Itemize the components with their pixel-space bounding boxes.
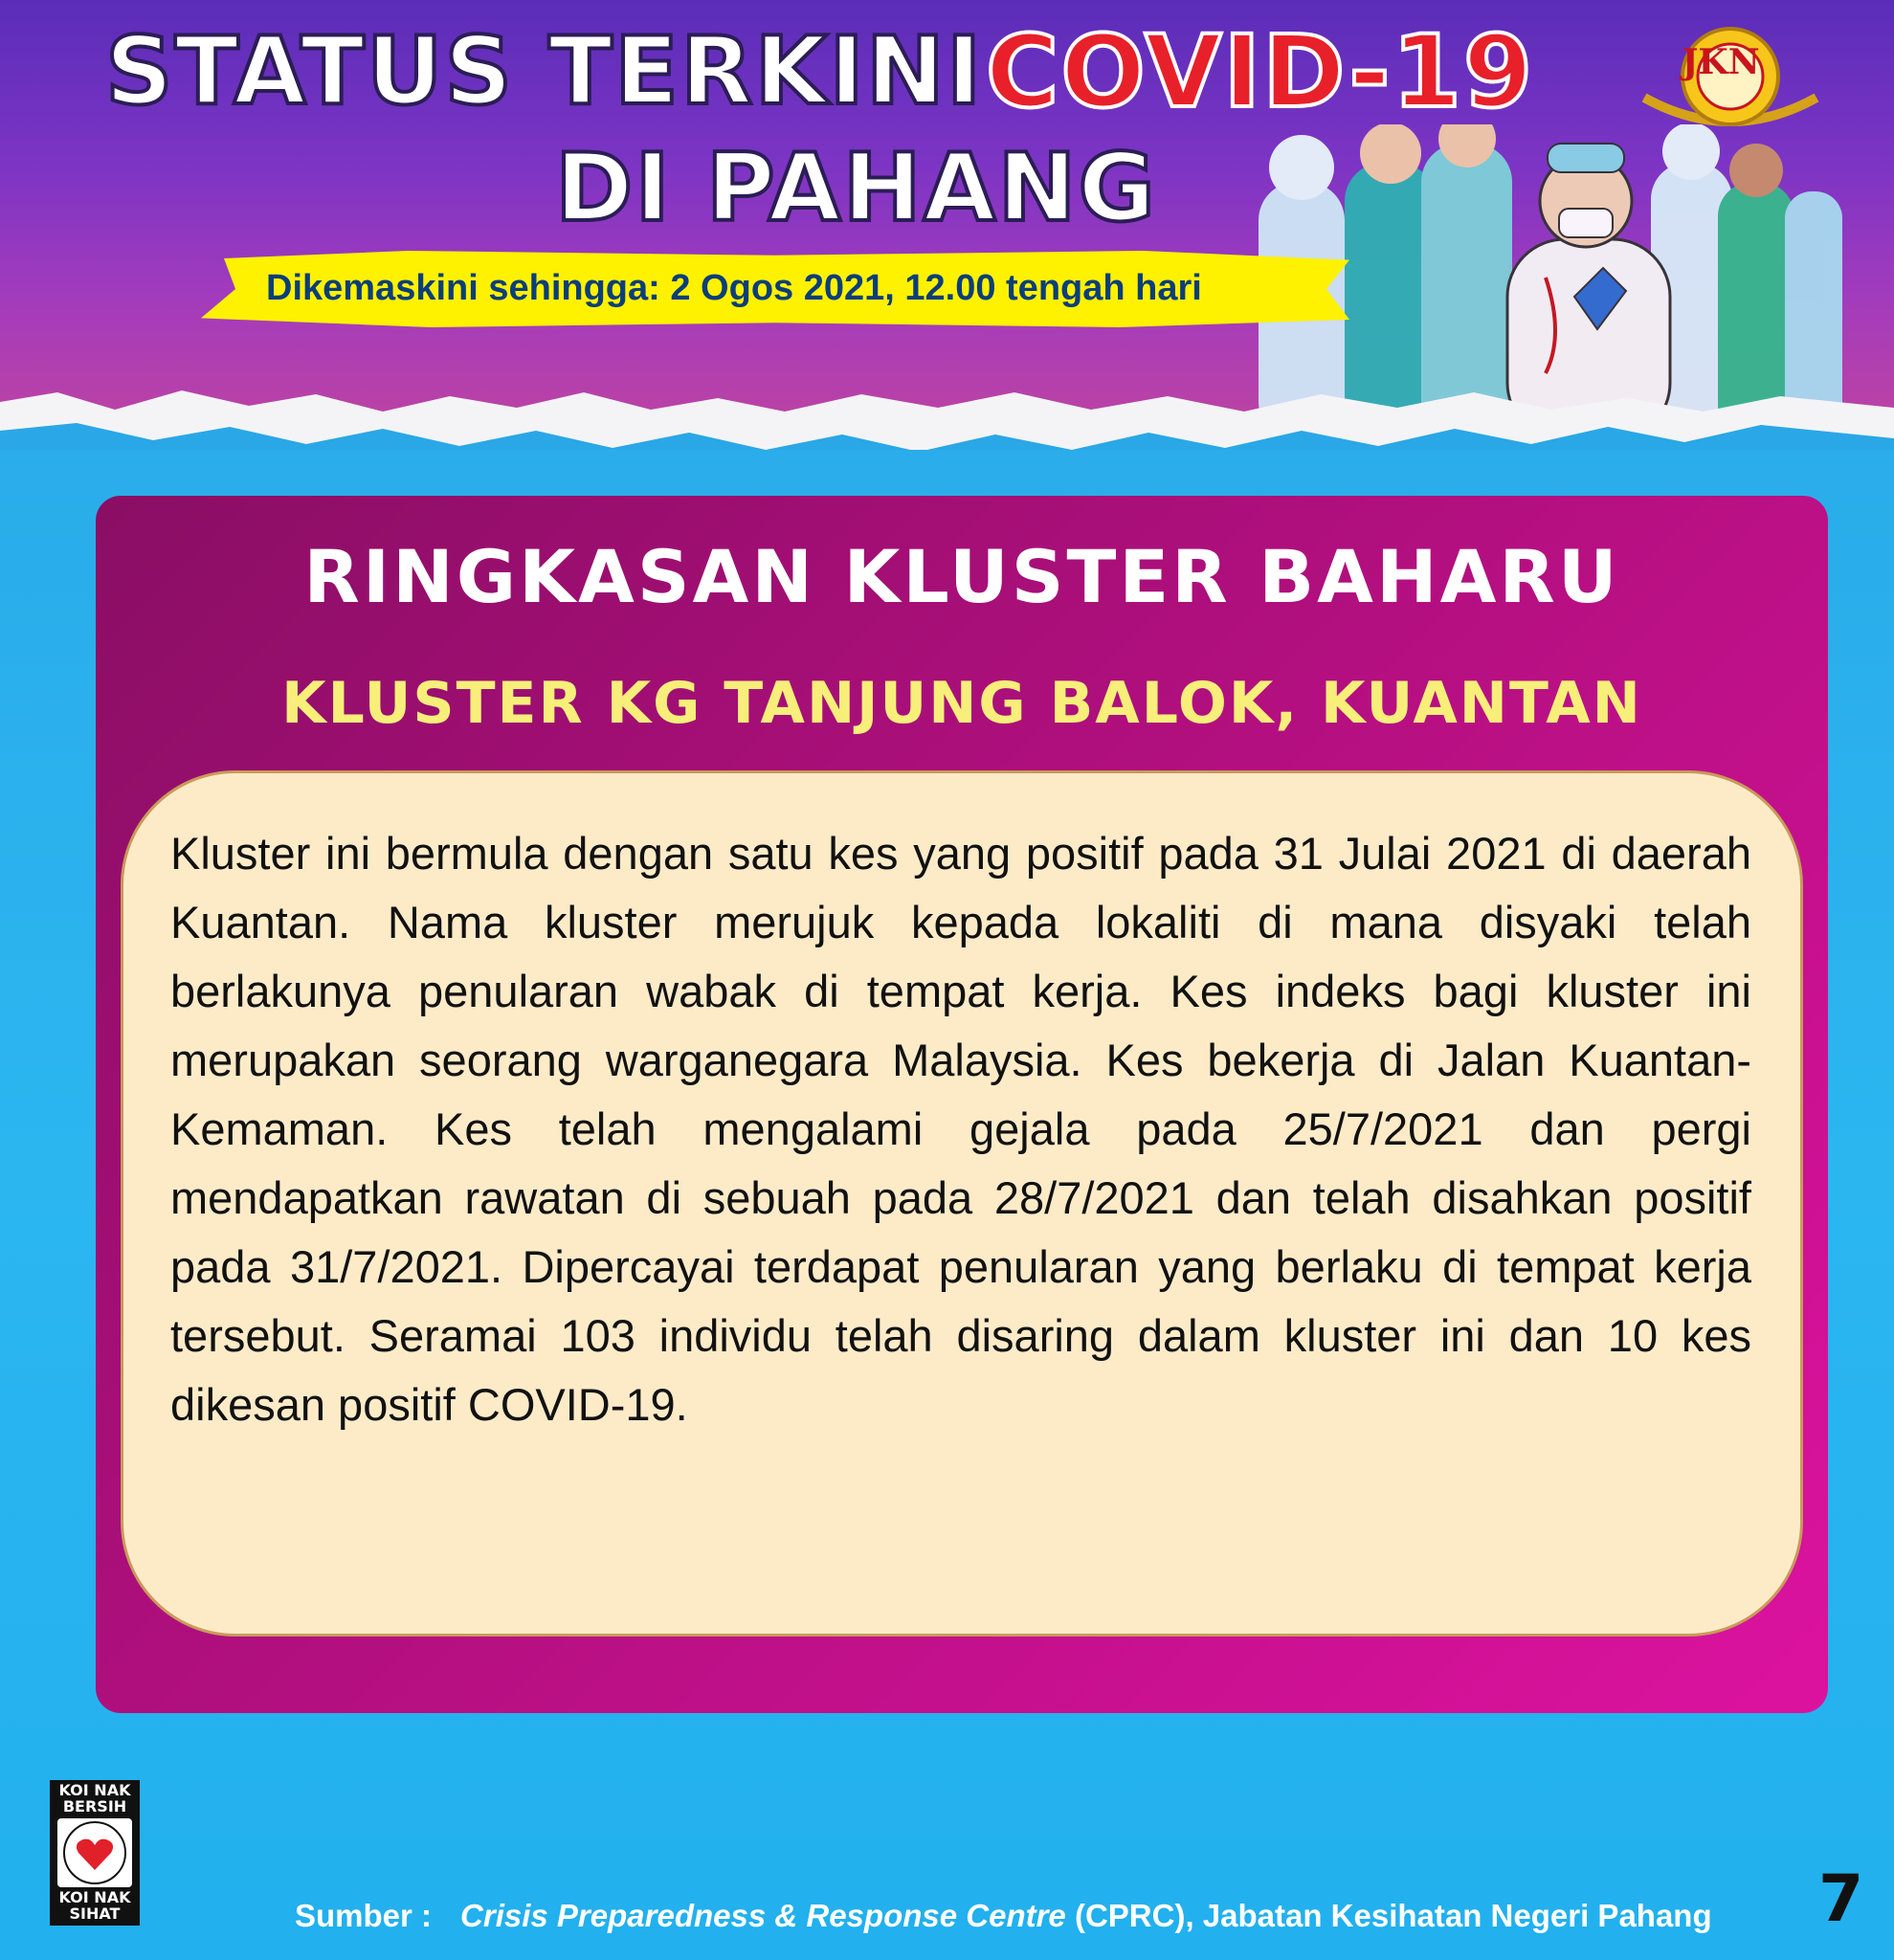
- heart-hands-icon: [57, 1818, 132, 1887]
- source-label: Sumber :: [295, 1898, 433, 1933]
- torn-paper-edge: [0, 373, 1894, 450]
- source-details: (CPRC), Jabatan Kesihatan Negeri Pahang: [1065, 1898, 1712, 1933]
- card-title: RINGKASAN KLUSTER BAHARU: [303, 534, 1620, 619]
- source-organisation: Crisis Preparedness & Response Centre: [460, 1898, 1066, 1933]
- cluster-description: Kluster ini bermula dengan satu kes yang positif pada 31 Julai 2021 di daerah Kuantan. Nama kluster merujuk kepada lokaliti di mana disyaki telah berlakunya penularan wabak di tempat kerja. Kes indeks bagi kluster ini merupakan seorang warganegara Malaysia. Kes bekerja di Jalan Kuantan-Kemaman. Kes telah mengalami gejala pada 25/7/2021 dan pergi mendapatkan rawatan di sebuah pada 28/7/2021 dan telah disahkan positif pada 31/7/2021. Dipercayai terdapat penularan yang berlaku di tempat kerja tersebut. Seramai 103 individu telah disaring dalam kluster ini dan 10 kes dikesan positif COVID-19.: [170, 828, 1751, 1430]
- title-covid-19: COVID-19: [986, 13, 1535, 130]
- cluster-name: KLUSTER KG TANJUNG BALOK, KUANTAN: [281, 670, 1642, 737]
- source-credit: [295, 1898, 1712, 1934]
- badge-bottom-text: KOI NAK SIHAT: [58, 1888, 131, 1923]
- jkn-logo-text: JKN: [1682, 42, 1760, 82]
- updated-timestamp: Dikemaskini sehingga: 2 Ogos 2021, 12.00 tengah hari: [266, 268, 1202, 308]
- page-number: 7: [1818, 1861, 1864, 1937]
- badge-top-text: KOI NAK BERSIH: [58, 1781, 131, 1815]
- koi-nak-bersih-badge: [50, 1780, 140, 1926]
- title-di-pahang: DI PAHANG: [555, 134, 1157, 243]
- title-status-terkini: STATUS TERKINI: [105, 17, 984, 126]
